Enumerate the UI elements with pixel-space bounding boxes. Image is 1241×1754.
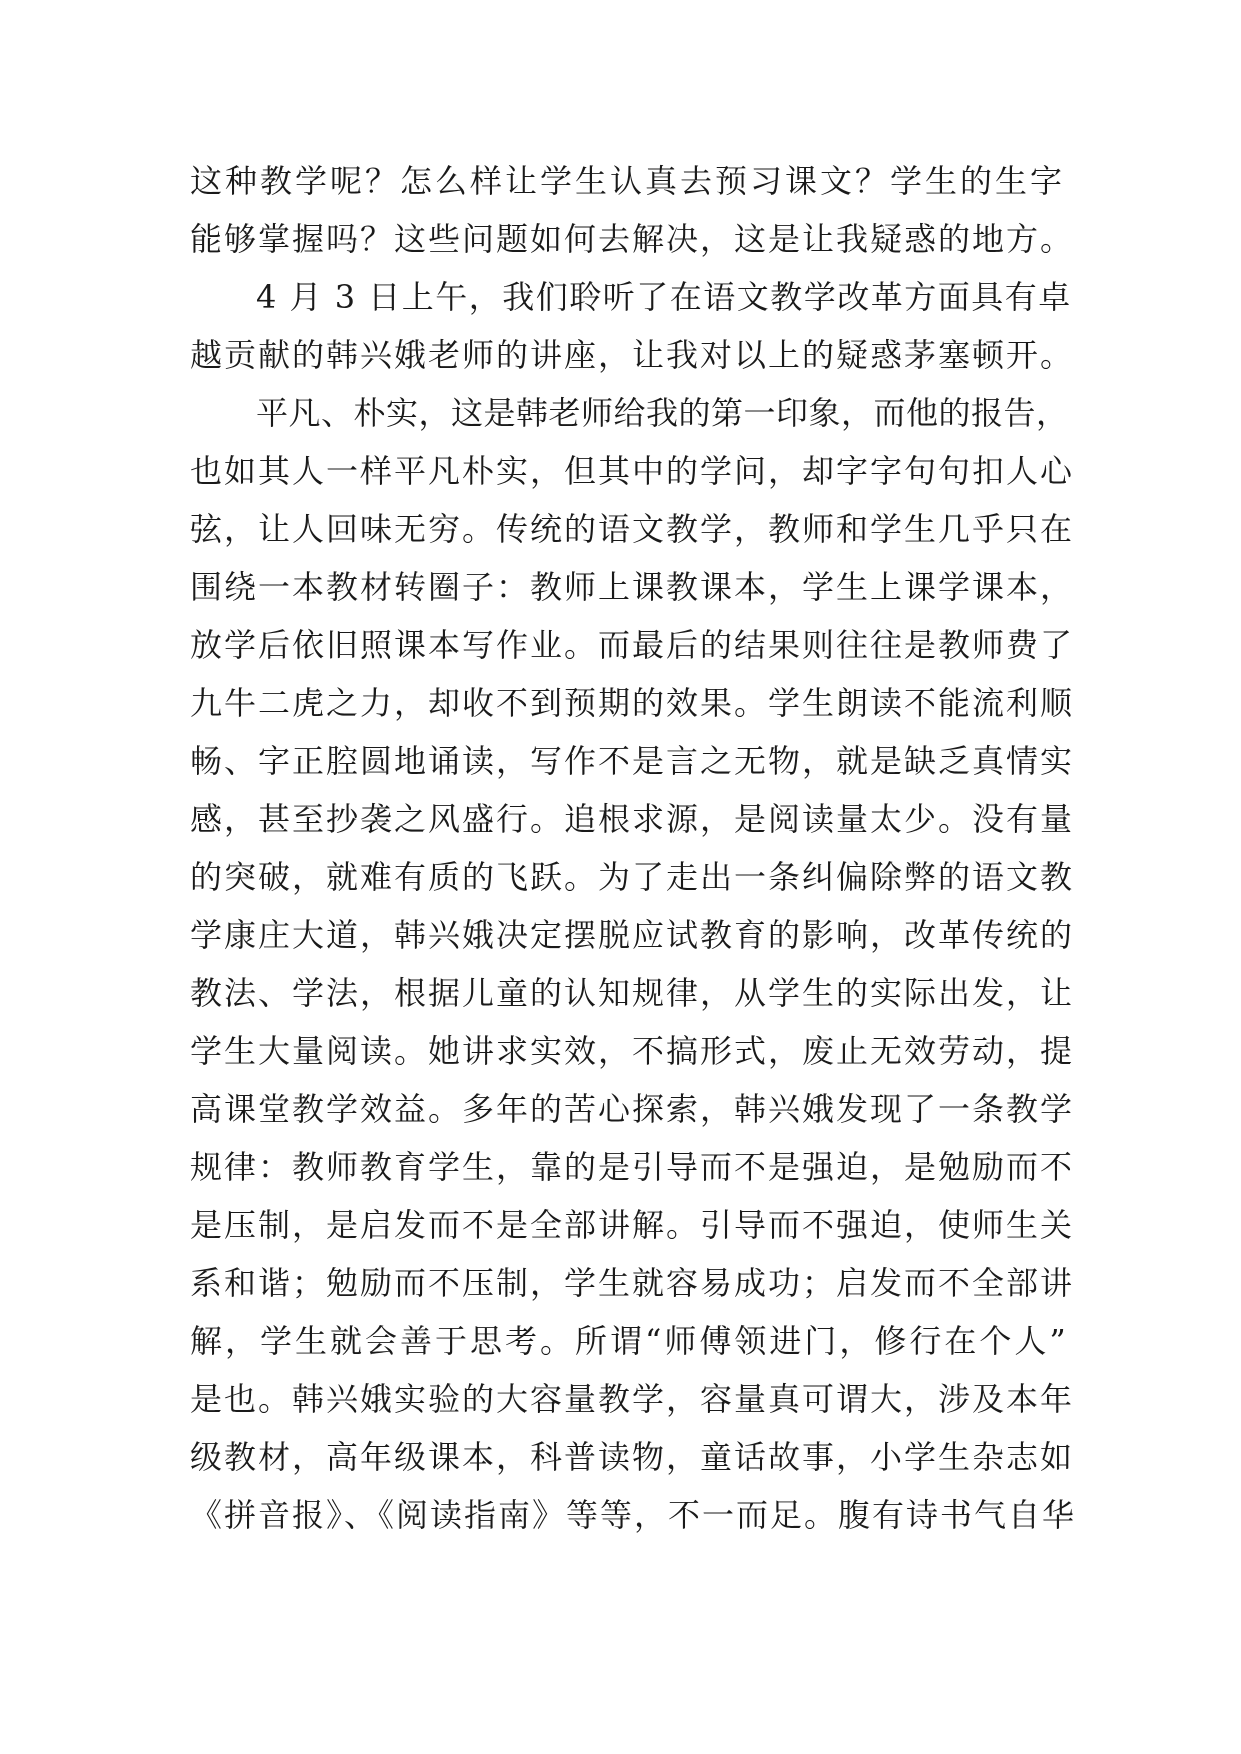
paragraph-start-line: 平凡、朴实，这是韩老师给我的第一印象，而他的报告， (256, 394, 1069, 432)
text-line: 解，学生就会善于思考。所谓“师傅领进门，修行在个人” (190, 1322, 1069, 1360)
text-line: 是压制，是启发而不是全部讲解。引导而不强迫，使师生关 (190, 1206, 1075, 1244)
text-line: 围绕一本教材转圈子：教师上课教课本，学生上课学课本， (190, 568, 1075, 606)
text-line: 教法、学法，根据儿童的认知规律，从学生的实际出发，让 (190, 974, 1075, 1012)
text-line: 越贡献的韩兴娥老师的讲座，让我对以上的疑惑茅塞顿开。 (190, 336, 1075, 374)
text-line: 弦，让人回味无穷。传统的语文教学，教师和学生几乎只在 (190, 510, 1075, 548)
text-line: 九牛二虎之力，却收不到预期的效果。学生朗读不能流利顺 (190, 684, 1075, 722)
paragraph-start-line: 4 月 3 日上午，我们聆听了在语文教学改革方面具有卓 (256, 278, 1072, 316)
text-line: 能够掌握吗？这些问题如何去解决，这是让我疑惑的地方。 (190, 220, 1075, 258)
text-line: 的突破，就难有质的飞跃。为了走出一条纠偏除弊的语文教 (190, 858, 1075, 896)
text-line: 《拼音报》、《阅读指南》等等，不一而足。腹有诗书气自华 (190, 1496, 1077, 1534)
text-line: 级教材，高年级课本，科普读物，童话故事，小学生杂志如 (190, 1438, 1075, 1476)
text-line: 学康庄大道，韩兴娥决定摆脱应试教育的影响，改革传统的 (190, 916, 1075, 954)
text-line: 这种教学呢？怎么样让学生认真去预习课文？学生的生字 (190, 162, 1066, 200)
text-line: 畅、字正腔圆地诵读，写作不是言之无物，就是缺乏真情实 (190, 742, 1075, 780)
text-line: 也如其人一样平凡朴实，但其中的学问，却字字句句扣人心 (190, 452, 1075, 490)
text-line: 学生大量阅读。她讲求实效，不搞形式，废止无效劳动，提 (190, 1032, 1075, 1070)
text-line: 放学后依旧照课本写作业。而最后的结果则往往是教师费了 (190, 626, 1075, 664)
text-line: 系和谐；勉励而不压制，学生就容易成功；启发而不全部讲 (190, 1264, 1075, 1302)
text-line: 规律：教师教育学生，靠的是引导而不是强迫，是勉励而不 (190, 1148, 1075, 1186)
text-line: 感，甚至抄袭之风盛行。追根求源，是阅读量太少。没有量 (190, 800, 1075, 838)
text-line: 高课堂教学效益。多年的苦心探索，韩兴娥发现了一条教学 (190, 1090, 1075, 1128)
text-line: 是也。韩兴娥实验的大容量教学，容量真可谓大，涉及本年 (190, 1380, 1075, 1418)
